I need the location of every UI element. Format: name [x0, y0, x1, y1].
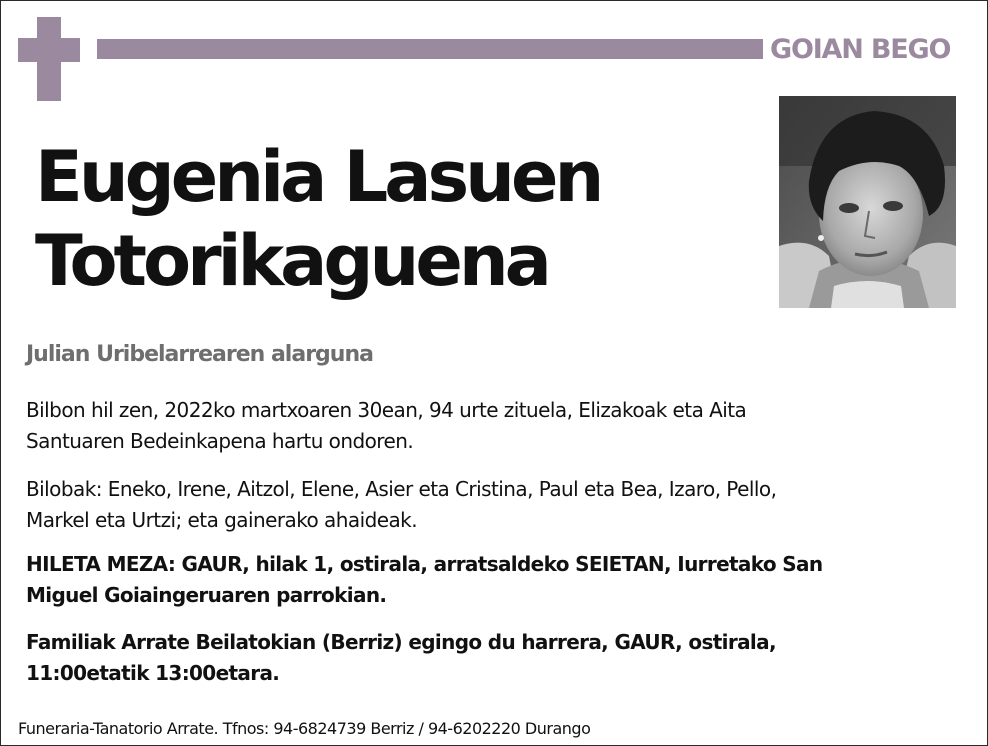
- cross-icon-horizontal: [18, 38, 80, 62]
- funeral-home-footer: Funeraria-Tanatorio Arrate. Tfnos: 94-6824739 Berriz / 94-6202220 Durango: [18, 719, 591, 738]
- paragraph-line: Familiak Arrate Beilatokian (Berriz) egingo du harrera, GAUR, ostirala,: [26, 630, 776, 654]
- portrait-photo: [779, 96, 956, 308]
- paragraph-line: Bilbon hil zen, 2022ko martxoaren 30ean, 94 urte zituela, Elizakoak eta Aita: [26, 398, 747, 422]
- header-label: GOIAN BEGO: [770, 34, 951, 65]
- death-notice-paragraph: [26, 395, 966, 457]
- relatives-paragraph: [26, 474, 966, 536]
- paragraph-line: Markel eta Urtzi; eta gainerako ahaideak.: [26, 508, 418, 532]
- name-line-2: Totorikaguena: [35, 220, 548, 302]
- header-bar: [97, 39, 763, 59]
- paragraph-line: HILETA MEZA: GAUR, hilak 1, ostirala, arratsaldeko SEIETAN, Iurretako San: [26, 552, 823, 576]
- reception-paragraph: [26, 627, 966, 689]
- paragraph-line: Santuaren Bedeinkapena hartu ondoren.: [26, 429, 414, 453]
- paragraph-line: 11:00etatik 13:00etara.: [26, 661, 280, 685]
- portrait-image: [779, 96, 956, 308]
- deceased-name: [35, 135, 600, 303]
- funeral-mass-paragraph: [26, 549, 966, 611]
- paragraph-line: Bilobak: Eneko, Irene, Aitzol, Elene, Asier eta Cristina, Paul eta Bea, Izaro, Pello,: [26, 477, 777, 501]
- name-line-1: Eugenia Lasuen: [35, 136, 601, 218]
- paragraph-line: Miguel Goiaingeruaren parrokian.: [26, 583, 387, 607]
- relation-subtitle: Julian Uribelarrearen alarguna: [26, 342, 373, 367]
